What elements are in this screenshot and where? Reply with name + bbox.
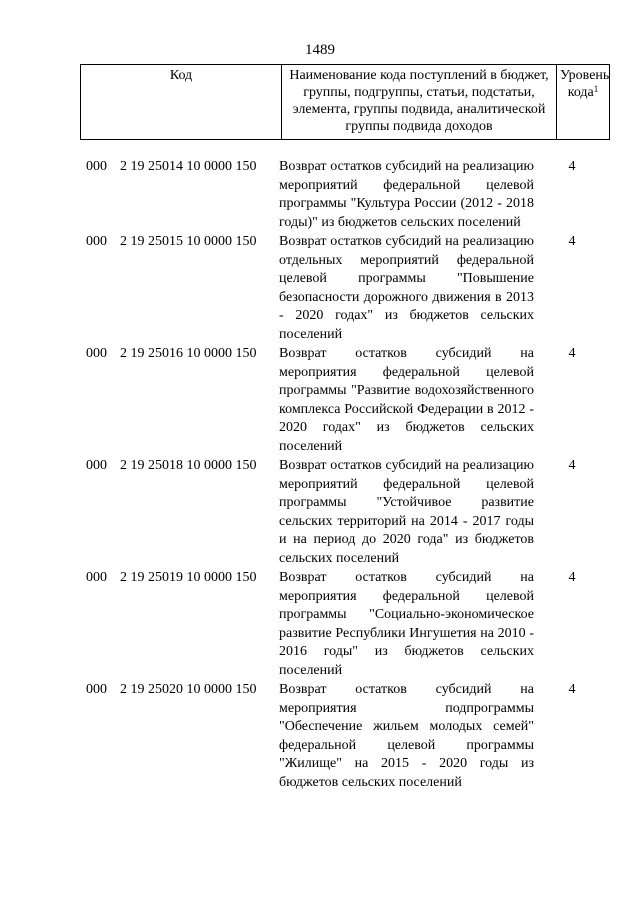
revenue-name: Возврат остатков субсидий на мероприятия подпрограммы "Обеспечение жильем молодых семей" федеральной целевой программы "Жилище" на 2015 - 2020 годы из бюджетов сельских поселений [279, 682, 534, 790]
code-level: 4 [568, 458, 576, 473]
code-level: 4 [568, 682, 576, 697]
table-row [80, 569, 610, 680]
revenue-name: Возврат остатков субсидий на мероприятия федеральной целевой программы "Развитие водохозяйственного комплекса Российской Федерации в 2012 - 2020 годах" из бюджетов сельских поселений [279, 346, 534, 454]
table-row [80, 345, 610, 456]
revenue-code: 2 19 25019 10 0000 150 [120, 570, 257, 585]
code-level: 4 [568, 234, 576, 249]
revenue-name: Возврат остатков субсидий на реализацию отдельных мероприятий федеральной целевой программы "Повышение безопасности дорожного движения в 2013 - 2020 годах" из бюджетов сельских поселений [279, 234, 534, 342]
revenue-code: 2 19 25014 10 0000 150 [120, 159, 257, 174]
code-level: 4 [568, 570, 576, 585]
page-number: 1489 [305, 42, 335, 58]
revenue-name: Возврат остатков субсидий на реализацию мероприятий федеральной целевой программы "Устойчивое развитие сельских территорий на 2014 - 2017 годы и на период до 2020 года" из бюджетов сельских поселений [279, 458, 534, 566]
table-row [80, 681, 610, 792]
header-level-label: Уровень кода [560, 68, 610, 100]
revenue-name: Возврат остатков субсидий на реализацию мероприятий федеральной целевой программы "Культура России (2012 - 2018 годы)" из бюджетов сельских поселений [279, 159, 534, 230]
revenue-name: Возврат остатков субсидий на мероприятия федеральной целевой программы "Социально-экономическое развитие Республики Ингушетия на 2010 - 2016 годы" из бюджетов сельских поселений [279, 570, 534, 678]
header-level-footnote: 1 [593, 84, 599, 94]
admin-code: 000 [86, 682, 107, 697]
admin-code: 000 [86, 159, 107, 174]
revenue-code: 2 19 25015 10 0000 150 [120, 234, 257, 249]
revenue-code: 2 19 25018 10 0000 150 [120, 458, 257, 473]
table-row [80, 457, 610, 568]
admin-code: 000 [86, 234, 107, 249]
table-body [80, 158, 610, 793]
table-header [80, 64, 610, 140]
code-level: 4 [568, 159, 576, 174]
revenue-code: 2 19 25020 10 0000 150 [120, 682, 257, 697]
table-row [80, 233, 610, 344]
admin-code: 000 [86, 570, 107, 585]
admin-code: 000 [86, 346, 107, 361]
revenue-code: 2 19 25016 10 0000 150 [120, 346, 257, 361]
header-level [557, 65, 610, 140]
admin-code: 000 [86, 458, 107, 473]
header-code: Код [81, 65, 282, 140]
table-row [80, 158, 610, 232]
header-name: Наименование кода поступлений в бюджет, группы, подгруппы, статьи, подстатьи, элемента, группы подвида, аналитической группы подвида доходов [282, 65, 557, 140]
code-level: 4 [568, 346, 576, 361]
